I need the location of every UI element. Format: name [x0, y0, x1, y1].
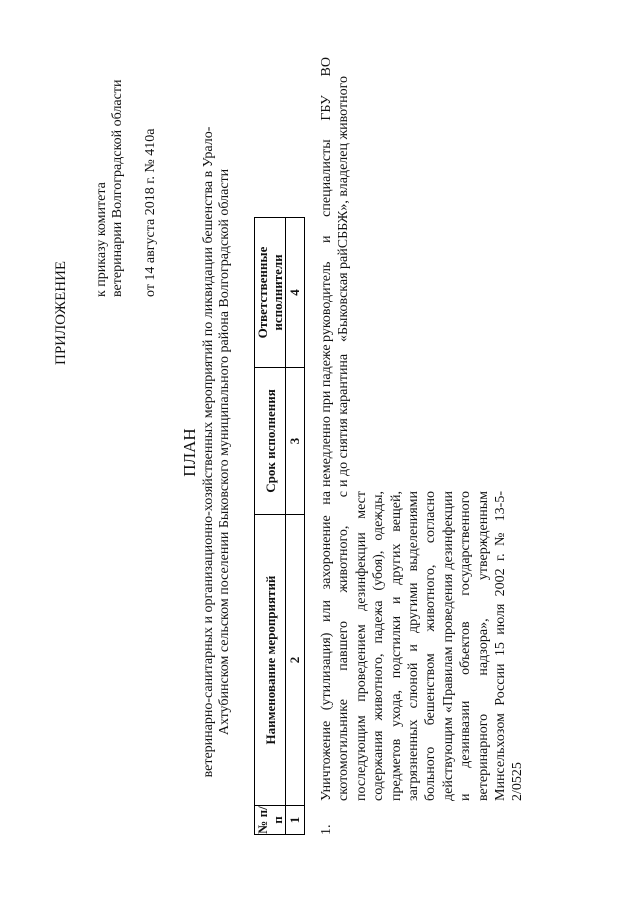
- order-line-1: к приказу комитета: [94, 182, 109, 297]
- row-1-description: Уничтожение (утилизация) или захоронение на скотомогильнике павшего животного, с последующим проведением дезинфекции мест содержания животного, падежа (убоя), одежды, предметов ухода, подстилки и других вещей, загрязненных слюной и другими выделениями больного бешенством животного, согласно действующим «Правилам проведения дезинфекции и дезинвазии объектов государственного ветеринарного надзора», утвержденным Минсельхозом России 15 июля 2002 г. № 13-5-2/0525: [319, 491, 526, 801]
- row-1-term: немедленно при падеже и до снятия карантина: [319, 344, 352, 487]
- col-number-3: 3: [286, 368, 305, 515]
- col-number-4: 4: [286, 218, 305, 368]
- col-number-2: 2: [286, 515, 305, 806]
- appendix-title: ПРИЛОЖЕНИЕ: [53, 260, 69, 365]
- measures-table-header: [254, 217, 305, 835]
- row-1-responsible: руководитель и специалисты ГБУ ВО «Быковская райСББЖ», владелец животного: [319, 57, 352, 342]
- plan-title: ПЛАН: [180, 428, 199, 477]
- col-header-number: № п/п: [255, 806, 285, 834]
- col-header-term: Срок исполнения: [255, 368, 286, 515]
- order-date: от 14 августа 2018 г. № 410а: [143, 128, 158, 297]
- col-header-responsible: Ответственные исполнители: [255, 218, 286, 368]
- col-header-measures: Наименование мероприятий: [255, 515, 286, 806]
- col-number-1: 1: [286, 806, 305, 835]
- row-1-number: 1.: [319, 824, 334, 835]
- plan-subtitle: ветеринарно-санитарных и организационно-хозяйственных мероприятий по ликвидации бешенства в Урало-Ахтубинском сельском поселении Быковского муниципального района Волгоградской области: [201, 126, 232, 778]
- order-line-2: ветеринарии Волгоградской области: [110, 79, 125, 297]
